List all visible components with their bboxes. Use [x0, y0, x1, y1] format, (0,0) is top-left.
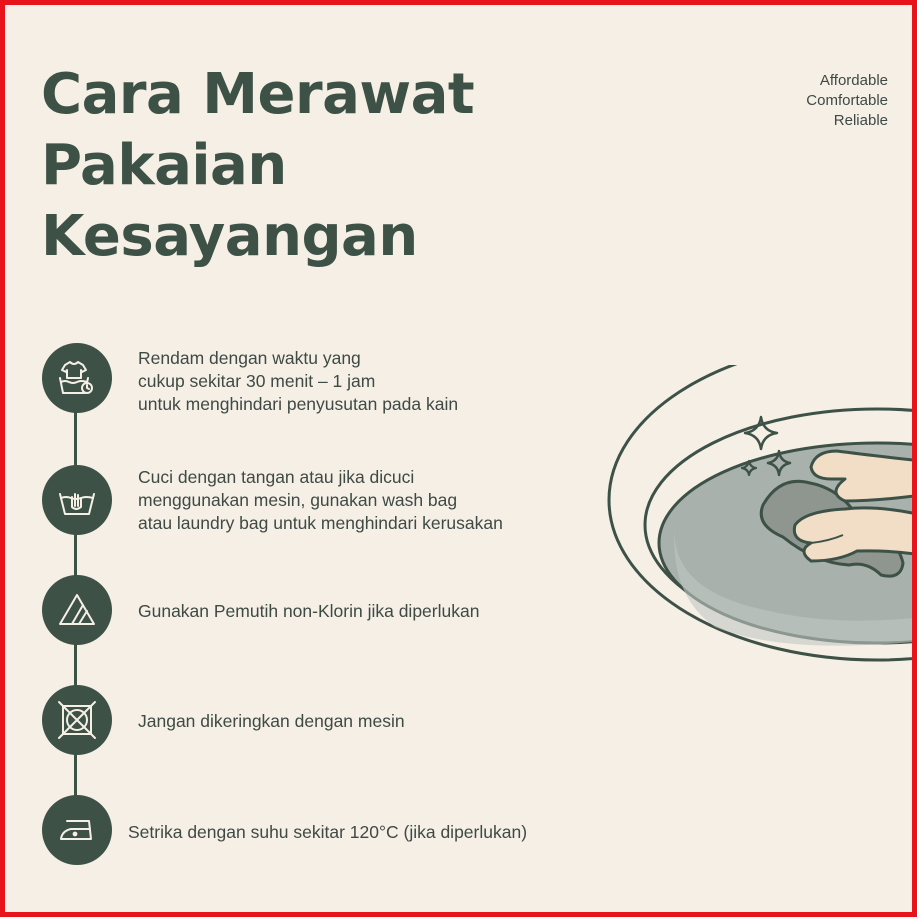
title-line-3: Kesayangan [41, 204, 418, 269]
step-2-text: Cuci dengan tangan atau jika dicuci menggunakan mesin, gunakan wash bag atau laundry bag untuk menghindari kerusakan [138, 467, 503, 533]
tagline-item: Affordable [819, 72, 888, 89]
iron-icon [42, 795, 112, 865]
title-line-2: Pakaian [41, 133, 287, 198]
page-title [41, 59, 474, 272]
step-4-text: Jangan dikeringkan dengan mesin [138, 711, 405, 731]
step-5 [42, 795, 112, 865]
step-2 [42, 465, 112, 535]
soak-garment-icon [42, 343, 112, 413]
hand-washing-basin-illustration [605, 365, 917, 685]
do-not-tumble-dry-icon [42, 685, 112, 755]
tagline [806, 71, 888, 131]
tagline-item: Comfortable [806, 92, 888, 109]
tagline-item: Reliable [833, 112, 888, 129]
step-3 [42, 575, 112, 645]
title-line-1: Cara Merawat [41, 62, 475, 127]
hand-wash-icon [42, 465, 112, 535]
step-3-text: Gunakan Pemutih non-Klorin jika diperlukan [138, 601, 480, 621]
step-4 [42, 685, 112, 755]
step-1 [42, 343, 112, 413]
step-5-text: Setrika dengan suhu sekitar 120°C (jika diperlukan) [128, 822, 528, 842]
non-chlorine-bleach-icon [42, 575, 112, 645]
step-1-text: Rendam dengan waktu yang cukup sekitar 30 menit – 1 jam untuk menghindari penyusutan pada kain [138, 348, 459, 414]
